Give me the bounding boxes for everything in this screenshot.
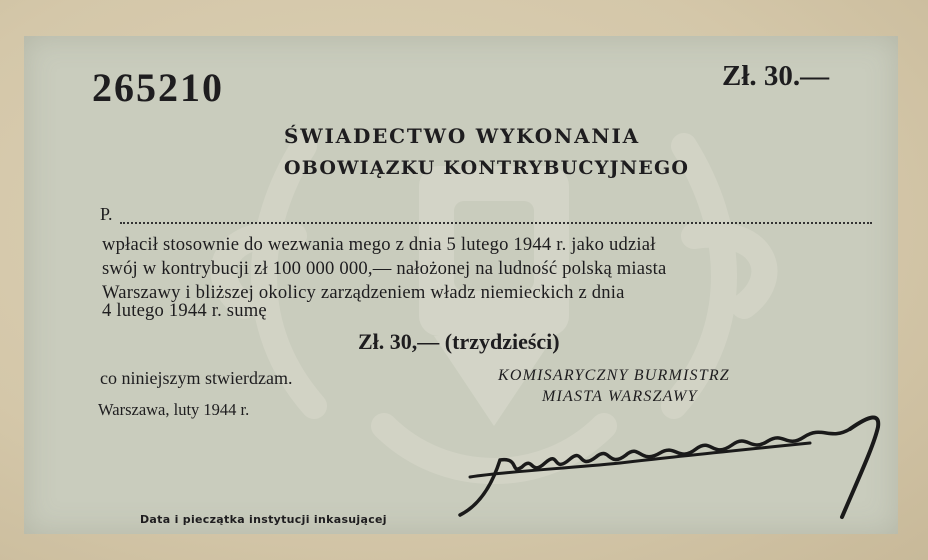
handwritten-signature-icon (450, 405, 900, 530)
payer-label: P. (100, 204, 113, 224)
amount-top: Zł. 30.— (722, 60, 830, 92)
body-line-2: swój w kontrybucji zł 100 000 000,— nałożonej na ludność polską miasta (102, 258, 667, 279)
body-line-1: wpłacił stosownie do wezwania mego z dnia 5 lutego 1944 r. jako udział (102, 234, 656, 255)
authority-line2: MIASTA WARSZAWY (542, 388, 698, 405)
document-title-line1: ŚWIADECTWO WYKONANIA (284, 124, 640, 148)
sum-line: Zł. 30,— (trzydzieści) (358, 329, 560, 354)
body-line-3: Warszawy i bliższej okolicy zarządzeniem władz niemieckich z dnia (102, 282, 625, 303)
place-date: Warszawa, luty 1944 r. (98, 400, 250, 419)
document-title-line2: OBOWIĄZKU KONTRYBUCYJNEGO (284, 157, 690, 179)
serial-number: 265210 (92, 65, 224, 110)
payer-name-dotted-line (120, 222, 872, 224)
authority-line1: KOMISARYCZNY BURMISTRZ (498, 367, 730, 384)
body-line-4: 4 lutego 1944 r. sumę (102, 300, 267, 321)
confirmation-text: co niniejszym stwierdzam. (100, 368, 293, 388)
stamp-caption: Data i pieczątka instytucji inkasującej (140, 513, 387, 526)
